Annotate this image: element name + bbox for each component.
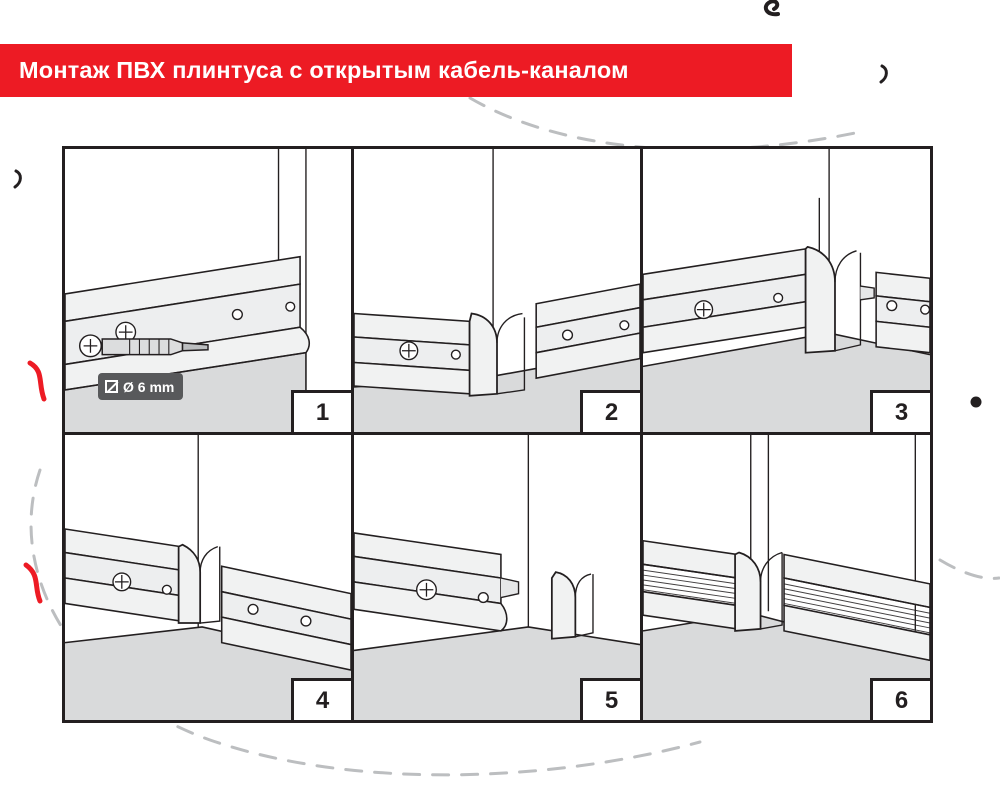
step-number-1: 1	[291, 390, 351, 432]
red-squiggle-upper-decoration	[18, 355, 58, 415]
step-number-3: 3	[870, 390, 930, 432]
diameter-label: Ø 6 mm	[123, 378, 175, 395]
dot-right-decoration	[968, 394, 984, 410]
step-number-6: 6	[870, 678, 930, 720]
diameter-icon	[105, 380, 118, 393]
comma-top-decoration	[874, 60, 896, 90]
diameter-callout	[98, 373, 183, 400]
page-title: Монтаж ПВХ плинтуса с открытым кабель-каналом	[19, 57, 629, 83]
step-panel-2	[351, 146, 643, 435]
title-banner	[0, 44, 792, 97]
step-number-5: 5	[580, 678, 640, 720]
step-number-4: 4	[291, 678, 351, 720]
step-panel-4	[62, 432, 354, 723]
step-panel-6	[640, 432, 933, 723]
steps-grid	[62, 146, 933, 723]
step-number-2: 2	[580, 390, 640, 432]
comma-left-decoration	[8, 165, 30, 195]
step-panel-3	[640, 146, 933, 435]
step-panel-5	[351, 432, 643, 723]
spiral-top-decoration	[752, 0, 792, 24]
step-panel-1	[62, 146, 354, 435]
red-squiggle-lower-decoration	[16, 555, 56, 615]
